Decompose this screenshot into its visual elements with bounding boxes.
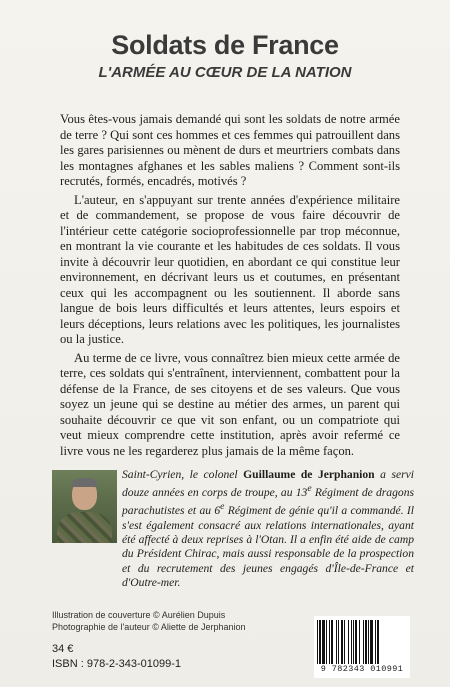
isbn: ISBN : 978-2-343-01099-1 <box>52 658 182 670</box>
author-bio: Saint-Cyrien, le colonel Guillaume de Jerphanion a servi douze années en corps de troupe, au 13e Régiment de dragons parachutistes et au 6e Régiment de génie qu'il a commandé. Il s'est également consacré aux relations internationales, ayant été affecté à deux reprises à l'Otan. Il a enfin été aide de camp du Président Chirac, mais aussi responsable de la prospection et du recrutement des jeunes engagés d'Île-de-France et d'Outre-mer. <box>122 468 415 589</box>
blurb-paragraph-1: Vous êtes-vous jamais demandé qui sont les soldats de notre armée de terre ? Qui sont ces hommes et ces femmes qui patrouillent dans les gares parisiennes ou mènent de durs et meurtriers combats dans les montagnes afghanes et les sables maliens ? Comment sont-ils recrutés, formés, encadrés, motivés ? <box>60 112 400 188</box>
cover-credit: Illustration de couverture © Aurélien Dupuis <box>52 610 226 620</box>
barcode-number: 9 782343 010991 <box>320 664 404 674</box>
image-credits <box>52 610 246 633</box>
book-subtitle: L'ARMÉE AU CŒUR DE LA NATION <box>98 64 352 81</box>
blurb-paragraph-3: Au terme de ce livre, vous connaîtrez bien mieux cette armée de terre, ces soldats qui s'entraînent, interviennent, combattent pour la défense de la France, de ses citoyens et de ses valeurs. Que vous soyez un jeune qui se destine au métier des armes, un parent qui souhaite découvrir ce que vit son enfant, ou un compatriote qui veut mieux comprendre cette institution, après avoir refermé ce livre vous ne les regarderez plus jamais de la même façon. <box>60 350 400 458</box>
blurb-paragraph-2: L'auteur, en s'appuyant sur trente années d'expérience militaire et de commandement, se propose de vous faire découvrir de l'intérieur cette catégorie socioprofessionnelle par trop méconnue, en montrant la vie courante et les habitudes de ces soldats. Il vous invite à découvrir leur quotidien, en abordant ce qui constitue leur environnement, en décrivant leurs us et coutumes, en présentant ceux qui les accompagnent ou les soutiennent. Il aborde sans langue de bois leurs difficultés et leurs attentes, leurs espoirs et leurs déceptions, leurs relations avec les politiques, les journalistes ou la justice. <box>60 192 400 346</box>
author-name: Guillaume de Jerphanion <box>243 468 375 481</box>
blurb <box>60 112 400 462</box>
barcode <box>314 616 410 678</box>
author-photo <box>52 470 117 543</box>
price: 34 € <box>52 643 74 655</box>
book-title: Soldats de France <box>111 30 339 60</box>
photo-credit: Photographie de l'auteur © Aliette de Jerphanion <box>52 621 246 632</box>
barcode-bars <box>317 620 407 664</box>
